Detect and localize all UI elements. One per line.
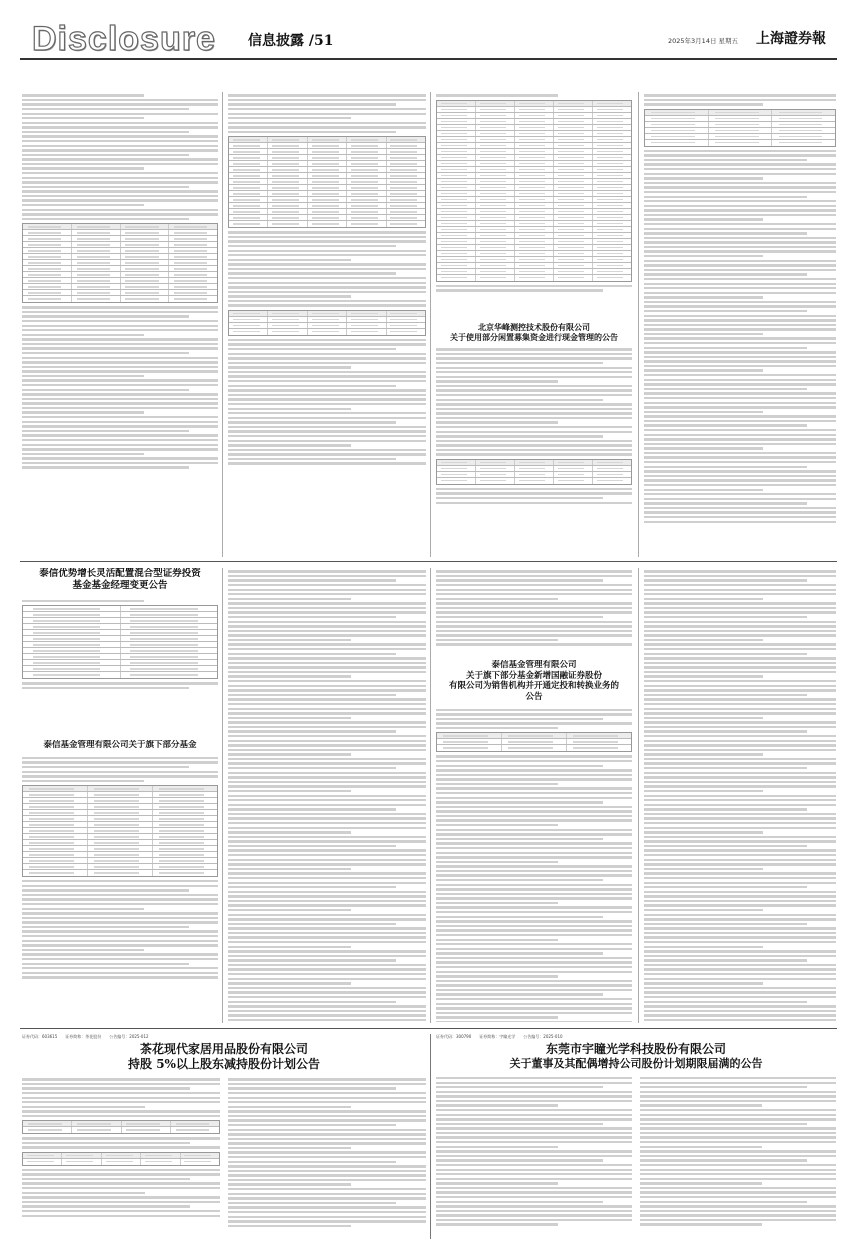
stock-code-bar bbox=[436, 1034, 836, 1040]
data-table bbox=[22, 785, 218, 877]
announcement-title: 北京华峰测控技术股份有限公司 bbox=[478, 322, 590, 332]
announcement-subtitle: 关于使用部分闲置募集资金进行现金管理的公告 bbox=[450, 332, 618, 342]
data-table bbox=[228, 310, 426, 336]
taixin-column-2 bbox=[228, 568, 426, 1023]
taixin-column-4 bbox=[644, 568, 836, 1023]
chahua-announcement bbox=[22, 1034, 426, 1238]
taixin-fund-c-share bbox=[22, 740, 218, 1022]
notice-number: 公告编号：2025-012 bbox=[109, 1034, 149, 1039]
section-title: 信息披露 /51 bbox=[248, 33, 334, 49]
data-table bbox=[22, 1120, 220, 1134]
taixin-fund-manager-change bbox=[22, 568, 218, 728]
data-table bbox=[436, 100, 632, 282]
taixin-column-3-top bbox=[436, 568, 632, 658]
stock-short-name: 证券简称：宇瞳光学 bbox=[479, 1034, 516, 1039]
data-table bbox=[22, 1152, 220, 1166]
announcement-subtitle: 关于旗下部分基金新增国融证券股份 bbox=[465, 670, 602, 681]
stock-code-bar bbox=[22, 1034, 426, 1040]
announcement-subtitle: 有限公司为销售机构并开通定投和转换业务的 bbox=[448, 681, 619, 692]
announcement-title: 泰信基金管理有限公司 bbox=[491, 660, 577, 670]
section-divider bbox=[20, 561, 837, 562]
beijing-huafeng-announcement bbox=[436, 322, 632, 558]
report-column-1 bbox=[22, 92, 218, 552]
report-column-4 bbox=[644, 92, 836, 552]
data-table bbox=[436, 732, 632, 752]
stock-short-name: 证券简称：茶花股份 bbox=[65, 1034, 102, 1039]
announcement-subtitle: 关于董事及其配偶增持公司股份计划期限届满的公告 bbox=[509, 1057, 763, 1070]
report-column-2 bbox=[228, 92, 426, 552]
newspaper-name: 上海證券報 bbox=[756, 31, 826, 47]
report-column-3 bbox=[436, 92, 632, 322]
issue-date: 2025年3月14日 星期五 bbox=[668, 37, 739, 45]
notice-number: 公告编号：2025-010 bbox=[523, 1034, 563, 1039]
stock-code: 证券代码：300790 bbox=[436, 1034, 472, 1039]
taixin-fund-bond-announcement bbox=[436, 660, 632, 1022]
data-table bbox=[22, 223, 218, 303]
announcement-subtitle: 基金基金经理变更公告 bbox=[72, 579, 168, 591]
data-table bbox=[436, 459, 632, 485]
masthead bbox=[20, 14, 837, 60]
stock-code: 证券代码：603615 bbox=[22, 1034, 58, 1039]
announcement-title: 泰信优势增长灵活配置混合型证券投资 bbox=[39, 568, 201, 579]
announcement-title: 泰信基金管理有限公司关于旗下部分基金 bbox=[43, 740, 197, 750]
data-table bbox=[644, 109, 836, 147]
masthead-logo-word: Disclosure bbox=[32, 20, 216, 58]
announcement-subtitle: 持股 5%以上股东减持股份计划公告 bbox=[128, 1057, 320, 1071]
announcement-subtitle: 公告 bbox=[525, 691, 543, 702]
announcement-title: 茶花现代家居用品股份有限公司 bbox=[139, 1042, 308, 1056]
yutong-announcement bbox=[436, 1034, 836, 1238]
section-divider bbox=[20, 1028, 837, 1029]
announcement-title: 东莞市宇瞳光学科技股份有限公司 bbox=[545, 1042, 726, 1056]
data-table bbox=[22, 605, 218, 679]
data-table bbox=[228, 136, 426, 228]
